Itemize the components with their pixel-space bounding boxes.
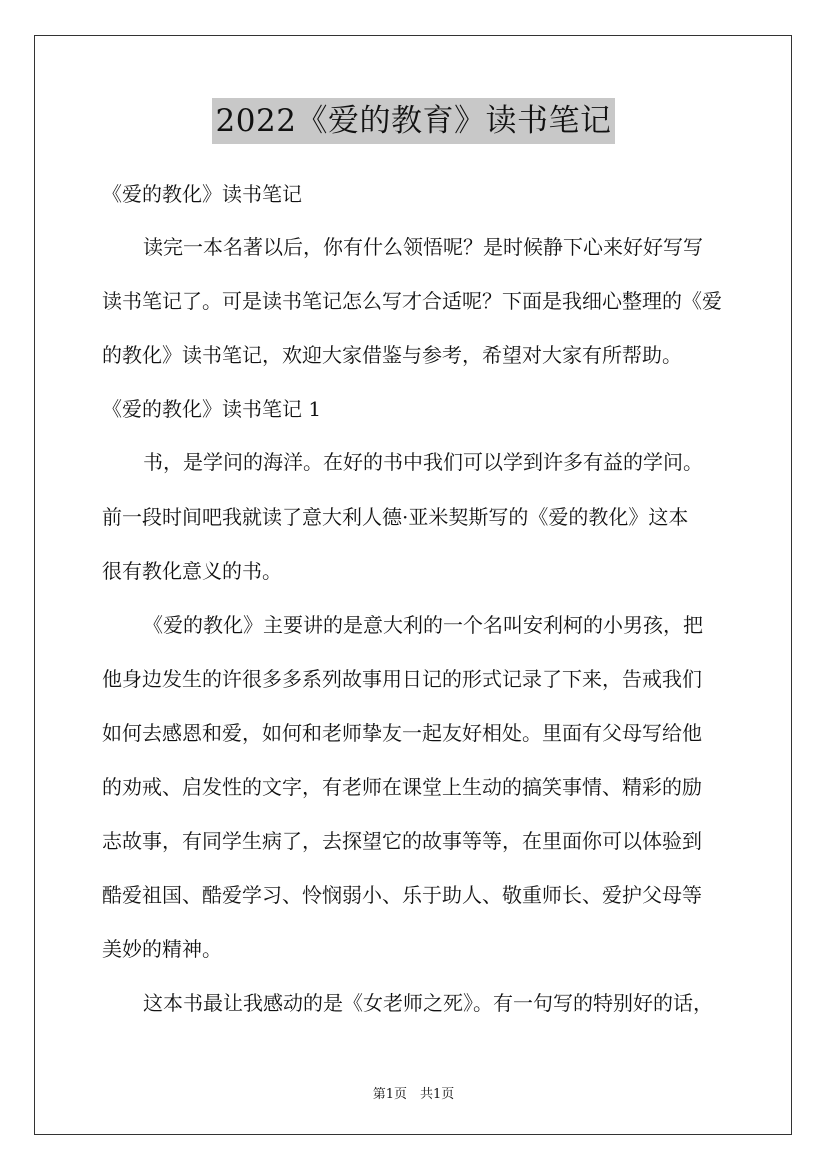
text-line: 这本书最让我感动的是《女老师之死》。有一句写的特别好的话， <box>143 991 713 1015</box>
text-line: 读完一本名著以后，你有什么领悟呢？是时候静下心来好好写写 <box>143 235 703 259</box>
text-line: 读书笔记了。可是读书笔记怎么写才合适呢？下面是我细心整理的《爱 <box>102 289 722 313</box>
title-container <box>0 98 827 144</box>
text-line: 如何去感恩和爱，如何和老师挚友一起友好相处。里面有父母写给他 <box>102 721 702 745</box>
text-line: 很有教化意义的书。 <box>102 559 282 583</box>
text-line: 《爱的教化》读书笔记 <box>102 182 302 206</box>
page-footer: 第1页 共1页 <box>372 1087 455 1102</box>
text-line: 美妙的精神。 <box>102 937 222 961</box>
text-line: 的教化》读书笔记，欢迎大家借鉴与参考，希望对大家有所帮助。 <box>102 343 682 367</box>
document-title: 2022《爱的教育》读书笔记 <box>212 98 616 144</box>
text-line: 志故事，有同学生病了，去探望它的故事等等，在里面你可以体验到 <box>102 829 702 853</box>
text-line: 他身边发生的许很多多系列故事用日记的形式记录了下来，告戒我们 <box>102 667 702 691</box>
text-line: 《爱的教化》读书笔记 1 <box>102 397 322 421</box>
text-line: 的劝戒、启发性的文字，有老师在课堂上生动的搞笑事情、精彩的励 <box>102 775 702 799</box>
text-line: 《爱的教化》主要讲的是意大利的一个名叫安利柯的小男孩，把 <box>143 613 703 637</box>
text-line: 酷爱祖国、酷爱学习、怜悯弱小、乐于助人、敬重师长、爱护父母等 <box>102 883 702 907</box>
text-line: 书，是学问的海洋。在好的书中我们可以学到许多有益的学问。 <box>143 450 703 474</box>
text-line: 前一段时间吧我就读了意大利人德·亚米契斯写的《爱的教化》这本 <box>102 505 689 529</box>
